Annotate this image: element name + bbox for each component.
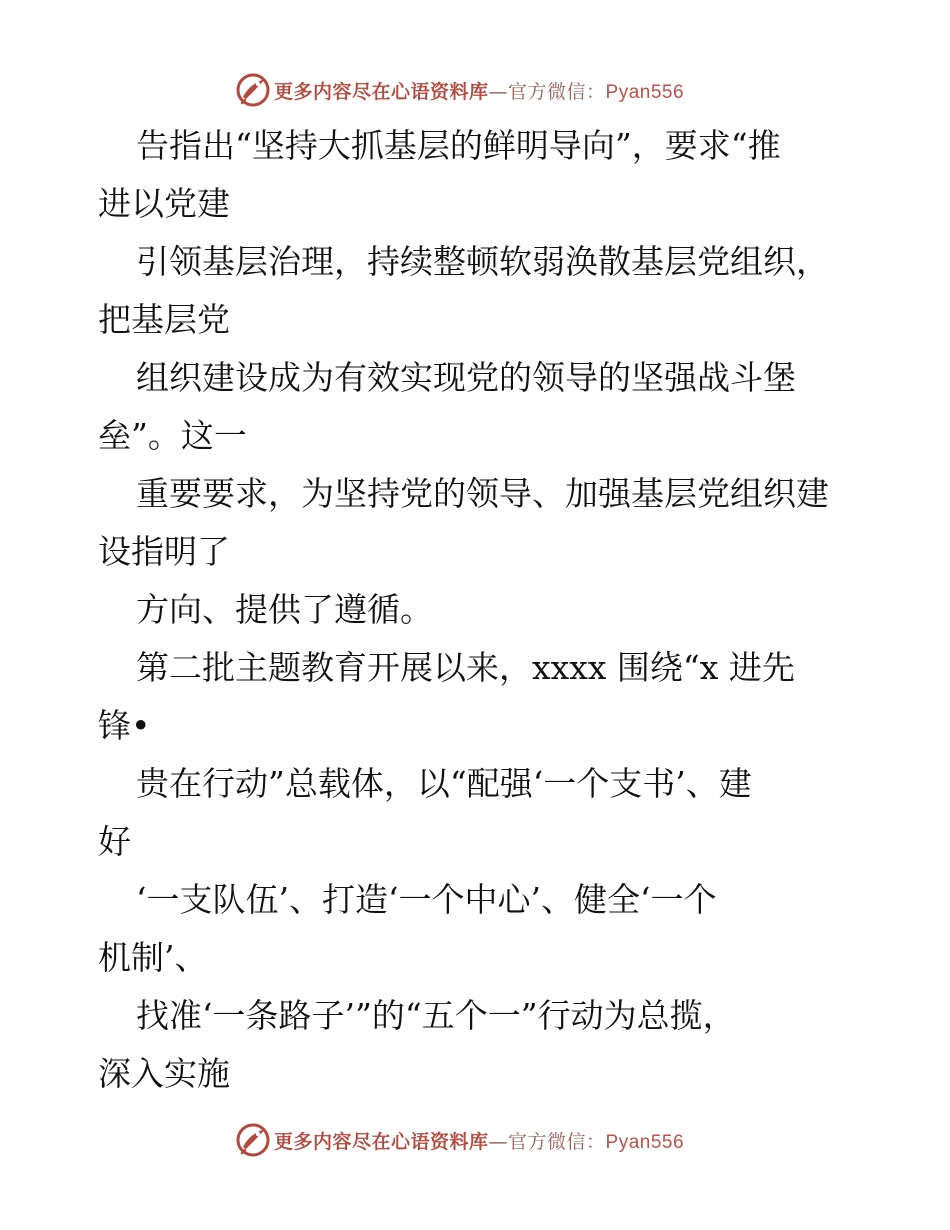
header-promo xyxy=(274,77,684,104)
text-line: 锋• xyxy=(98,706,151,745)
header-separator: — xyxy=(488,80,509,103)
header-wechat-label: 官方微信： xyxy=(508,80,606,103)
text-line: 引领基层治理，持续整顿软弱涣散基层党组织， xyxy=(136,242,829,281)
footer-wechat-id: Pyan556 xyxy=(605,1131,685,1153)
text-line: 组织建设成为有效实现党的领导的坚强战斗堡 xyxy=(136,358,796,397)
footer-promo-text: 更多内容尽在心语资料库 xyxy=(274,1130,489,1153)
text-line: 第二批主题教育开展以来，xxxx 围绕“x 进先 xyxy=(136,648,795,687)
text-line: 设指明了 xyxy=(98,532,230,571)
header-banner xyxy=(236,72,684,108)
text-line: 好 xyxy=(98,822,131,861)
pen-logo-icon xyxy=(236,73,270,107)
text-line: 找准‘一条路子’”的“五个一”行动为总揽， xyxy=(136,996,736,1035)
header-promo-text: 更多内容尽在心语资料库 xyxy=(274,80,489,103)
text-line: 方向、提供了遵循。 xyxy=(136,590,433,629)
text-line: 深入实施 xyxy=(98,1054,230,1093)
footer-wechat-label: 官方微信： xyxy=(508,1130,606,1153)
footer-separator: — xyxy=(488,1130,509,1153)
text-line: 重要要求，为坚持党的领导、加强基层党组织建 xyxy=(136,474,829,513)
text-line: 进以党建 xyxy=(98,184,230,223)
text-line: 把基层党 xyxy=(98,300,230,339)
footer-banner xyxy=(236,1122,684,1158)
text-line: 垒”。这一 xyxy=(98,416,247,455)
text-line: 机制’、 xyxy=(98,938,208,977)
pen-logo-icon xyxy=(236,1123,270,1157)
text-line: 告指出“坚持大抓基层的鲜明导向”，要求“推 xyxy=(136,126,781,165)
footer-promo xyxy=(274,1127,684,1154)
text-line: ‘一支队伍’、打造‘一个中心’、健全‘一个 xyxy=(136,880,717,919)
header-wechat-id: Pyan556 xyxy=(605,81,685,103)
text-line: 贵在行动”总载体，以“配强‘一个支书’、建 xyxy=(136,764,752,803)
